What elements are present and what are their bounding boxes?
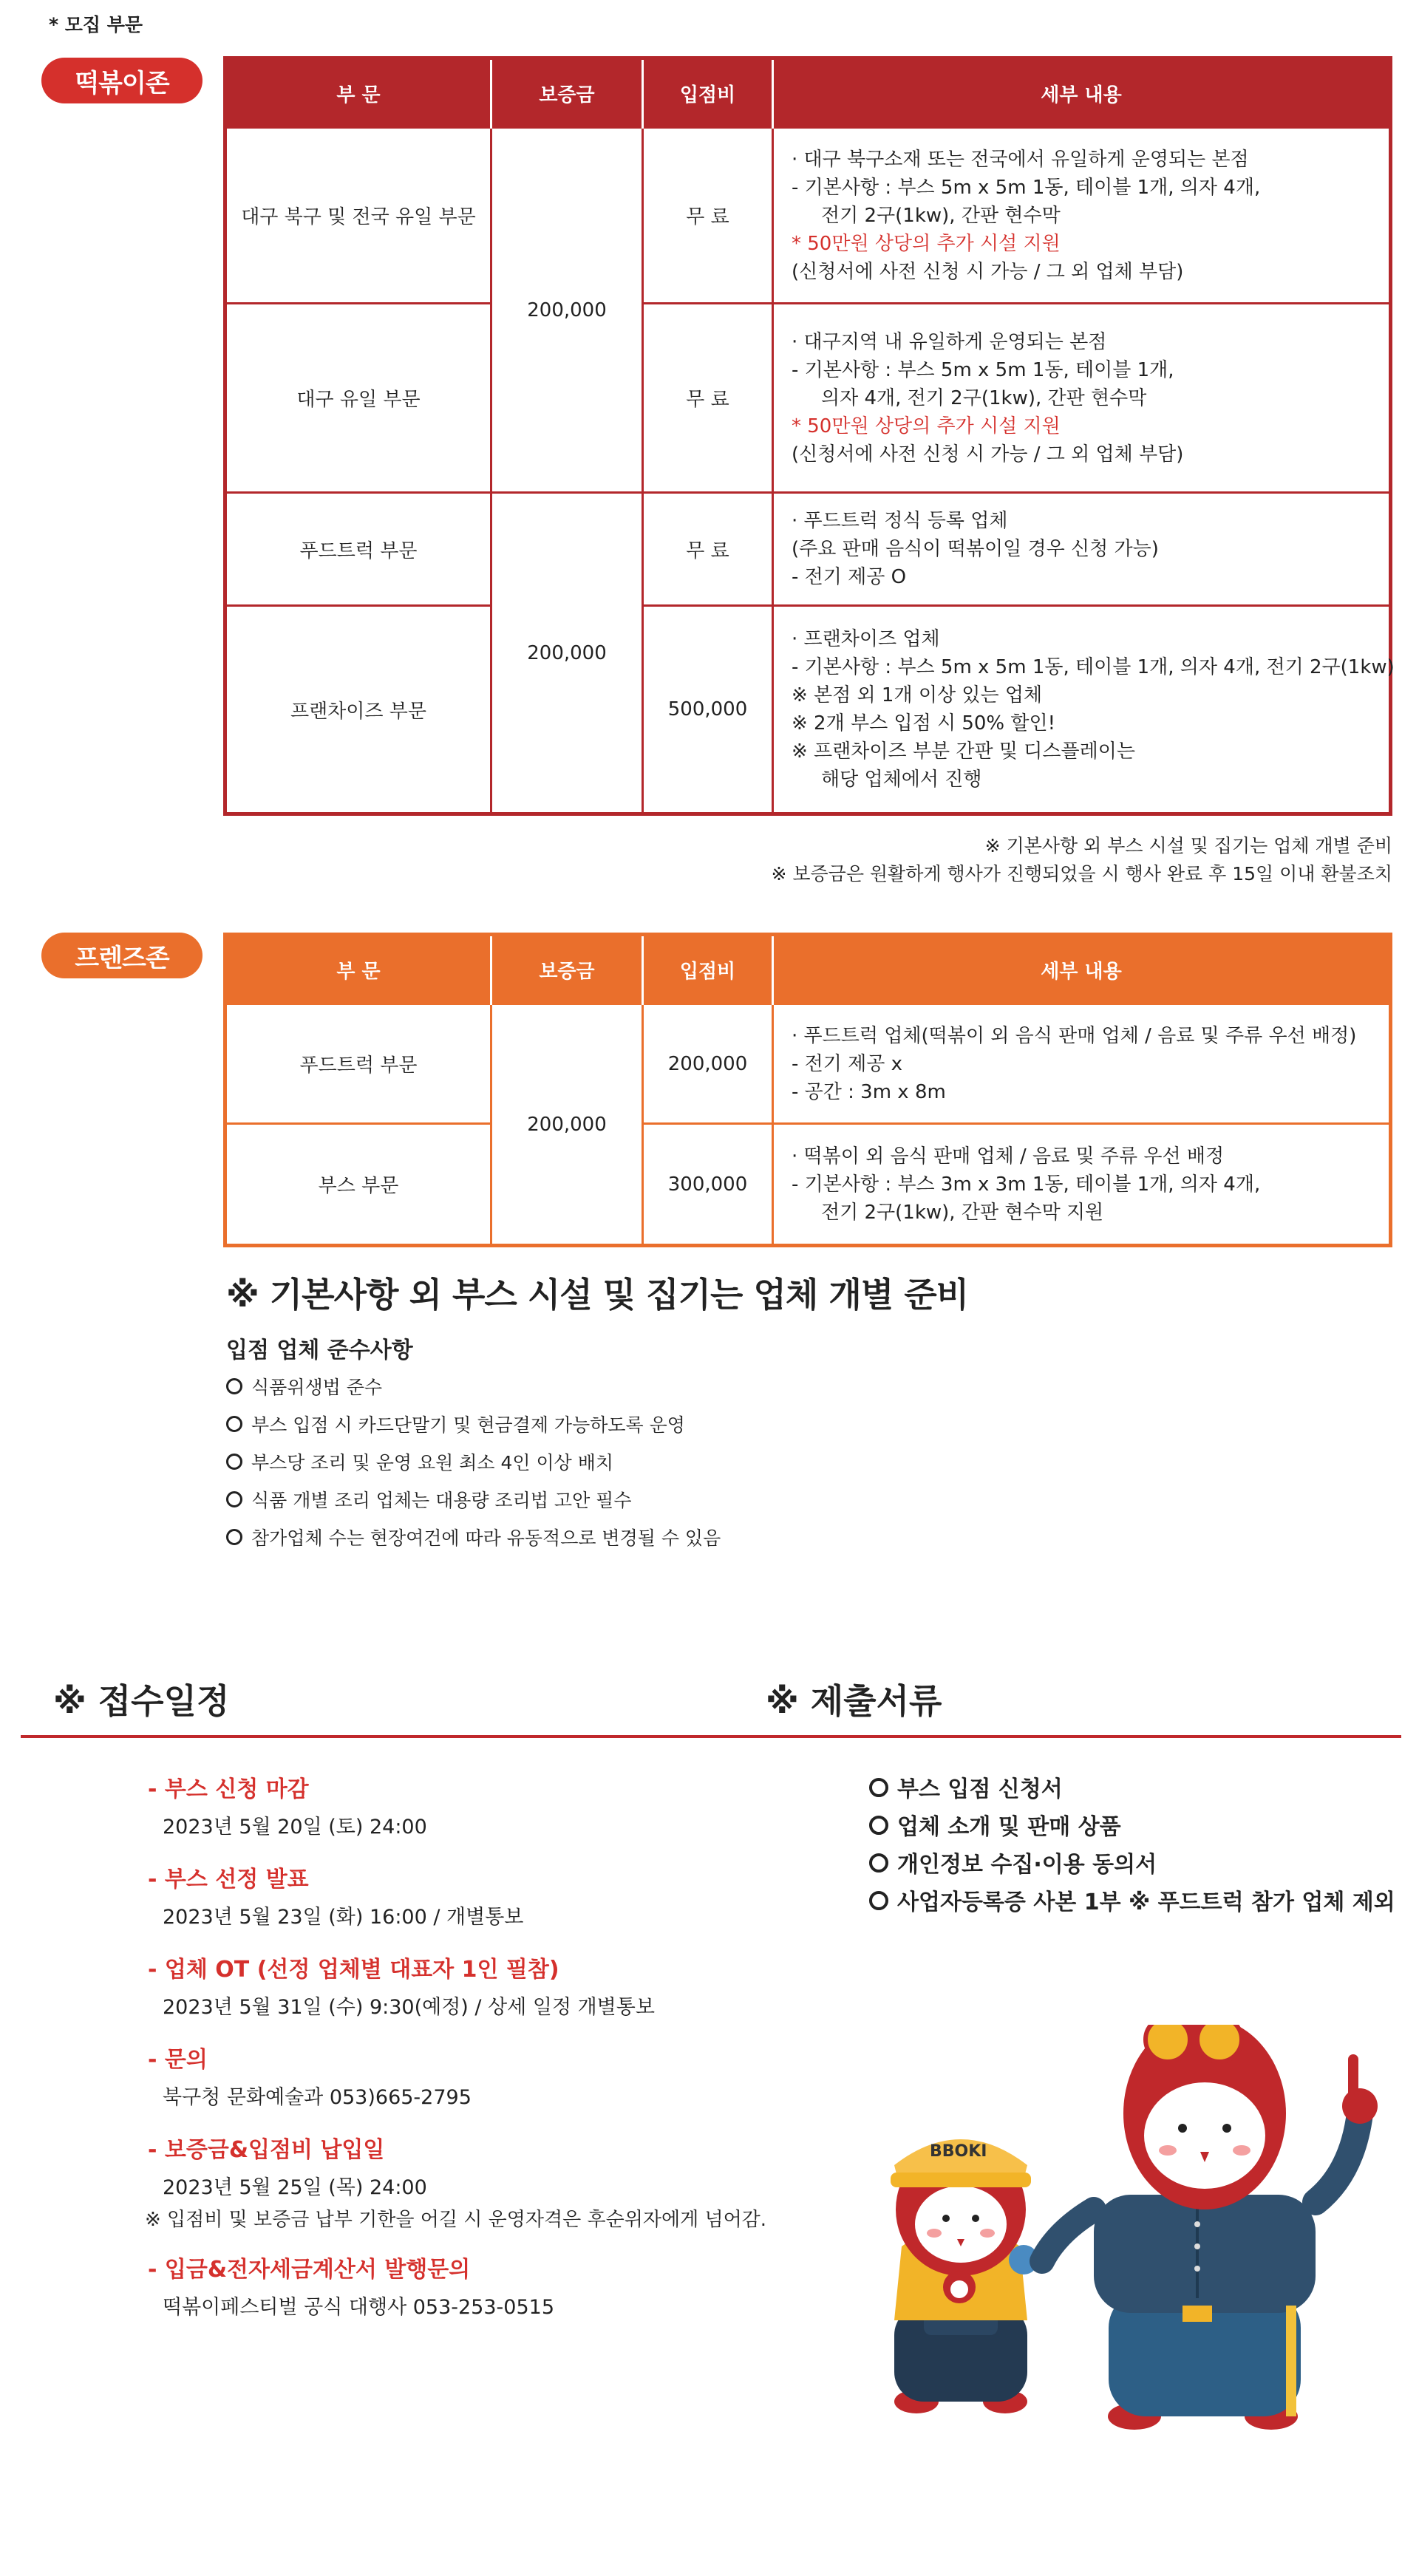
detail-line: · 푸드트럭 업체(떡볶이 외 음식 판매 업체 / 음료 및 주류 우선 배정): [792, 1024, 1357, 1047]
schedule-item: [145, 2131, 767, 2232]
schedule-value: 북구청 문화예술과 053)665-2795: [163, 2086, 472, 2109]
header-detail: 세부 내용: [773, 58, 1391, 128]
detail-line: 의자 4개, 전기 2구(1kw), 간판 현수막: [821, 386, 1147, 409]
zone2-badge: 프렌즈존: [41, 933, 203, 978]
zone1-badge: 떡볶이존: [41, 58, 203, 103]
fee-cell: 무 료: [643, 128, 773, 304]
category-cell: 대구 북구 및 전국 유일 부문: [225, 128, 491, 304]
detail-cell: [773, 493, 1391, 606]
detail-line: (주요 판매 음식이 떡볶이일 경우 신청 가능): [792, 538, 1159, 560]
schedule-value: 2023년 5월 23일 (화) 16:00 / 개별통보: [163, 1906, 524, 1929]
fee-cell: 300,000: [643, 1124, 773, 1246]
detail-line: - 기본사항 : 부스 3m x 3m 1동, 테이블 1개, 의자 4개,: [792, 1173, 1261, 1196]
detail-line: · 대구지역 내 유일하게 운영되는 본점: [792, 330, 1107, 353]
header-deposit: 보증금: [491, 58, 643, 128]
detail-line: 전기 2구(1kw), 간판 현수막 지원: [821, 1201, 1104, 1224]
detail-line: · 떡볶이 외 음식 판매 업체 / 음료 및 주류 우선 배정: [792, 1145, 1225, 1168]
schedule-item: [148, 2041, 472, 2110]
circle-bullet-icon: [869, 1891, 888, 1910]
mascot-illustration: [872, 2025, 1389, 2442]
small-mascot: [891, 2139, 1038, 2413]
section-divider: [21, 1735, 1401, 1738]
detail-line: · 프랜차이즈 업체: [792, 628, 940, 650]
schedule-extra-note: ※ 입점비 및 보증금 납부 기한을 어길 시 운영자격은 후순위자에게 넘어감.: [145, 2209, 767, 2231]
detail-line: - 기본사항 : 부스 5m x 5m 1동, 테이블 1개,: [792, 358, 1174, 381]
schedule-label: - 입금&전자세금계산서 발행문의: [148, 2257, 471, 2283]
list-item: [226, 1369, 721, 1406]
document-text: 개인정보 수집·이용 동의서: [897, 1852, 1157, 1878]
preparation-notice: ※ 기본사항 외 부스 시설 및 집기는 업체 개별 준비: [226, 1275, 969, 1315]
requirement-text: 식품 개별 조리 업체는 대용량 조리법 고안 필수: [251, 1490, 632, 1511]
circle-bullet-icon: [226, 1454, 242, 1470]
detail-cell: [773, 304, 1391, 493]
schedule-label: - 보증금&입점비 납입일: [148, 2137, 385, 2163]
circle-bullet-icon: [869, 1778, 888, 1797]
note-line: ※ 보증금은 원활하게 행사가 진행되었을 시 행사 완료 후 15일 이내 환불조치: [771, 863, 1392, 885]
detail-line: (신청서에 사전 신청 시 가능 / 그 외 업체 부담): [792, 443, 1184, 466]
detail-cell: [773, 128, 1391, 304]
circle-bullet-icon: [226, 1378, 242, 1394]
circle-bullet-icon: [226, 1416, 242, 1432]
document-text: 부스 입점 신청서: [897, 1776, 1063, 1802]
detail-line: ※ 2개 부스 입점 시 50% 할인!: [792, 712, 1056, 735]
document-text: 업체 소개 및 판매 상품: [897, 1814, 1121, 1840]
list-item: [869, 1808, 1395, 1846]
detail-line: 전기 2구(1kw), 간판 현수막: [821, 204, 1061, 227]
zone1-notes: [771, 832, 1392, 888]
table-row: [225, 128, 1391, 304]
deposit-cell: 200,000: [491, 493, 643, 814]
list-item: [869, 1771, 1395, 1808]
deposit-cell: 200,000: [491, 128, 643, 493]
requirements-title: 입점 업체 준수사항: [226, 1338, 413, 1363]
detail-highlight: * 50만원 상당의 추가 시설 지원: [792, 232, 1061, 255]
list-item: [869, 1884, 1395, 1921]
schedule-value: 2023년 5월 25일 (목) 24:00: [163, 2176, 427, 2199]
schedule-item: [148, 1771, 427, 1839]
circle-bullet-icon: [226, 1491, 242, 1507]
detail-line: - 전기 제공 x: [792, 1052, 903, 1075]
table-row: [225, 304, 1391, 493]
list-item: [226, 1519, 721, 1557]
list-item: [869, 1846, 1395, 1884]
category-cell: 푸드트럭 부문: [225, 1004, 491, 1124]
zone2-header-row: [225, 935, 1391, 1004]
requirement-text: 식품위생법 준수: [251, 1377, 382, 1398]
fee-cell: 무 료: [643, 304, 773, 493]
schedule-item: [148, 1861, 523, 1929]
header-detail: 세부 내용: [773, 935, 1391, 1004]
requirement-text: 부스 입점 시 카드단말기 및 현금결제 가능하도록 운영: [251, 1414, 685, 1436]
detail-line: 해당 업체에서 진행: [821, 769, 982, 791]
list-item: [226, 1444, 721, 1482]
document-text: 사업자등록증 사본 1부 ※ 푸드트럭 참가 업체 제외: [897, 1890, 1395, 1915]
category-cell: 대구 유일 부문: [225, 304, 491, 493]
header-fee: 입점비: [643, 58, 773, 128]
category-cell: 부스 부문: [225, 1124, 491, 1246]
schedule-item: [148, 2251, 554, 2320]
table-row: [225, 493, 1391, 606]
detail-cell: [773, 606, 1395, 814]
schedule-title: ※ 접수일정: [53, 1681, 230, 1721]
header-category: 부 문: [225, 58, 491, 128]
detail-line: · 대구 북구소재 또는 전국에서 유일하게 운영되는 본점: [792, 148, 1249, 171]
table-row: [225, 606, 1391, 814]
detail-line: - 전기 제공 O: [792, 566, 907, 588]
header-deposit: 보증금: [491, 935, 643, 1004]
detail-cell: [773, 1124, 1391, 1246]
schedule-item: [148, 1951, 655, 2020]
requirement-text: 참가업체 수는 현장여건에 따라 유동적으로 변경될 수 있음: [251, 1527, 721, 1549]
recruit-caption: * 모집 부문: [49, 14, 143, 35]
zone1-table: [223, 56, 1395, 816]
zone2-table: [223, 933, 1392, 1247]
schedule-value: 떡볶이페스티벌 공식 대행사 053-253-0515: [163, 2296, 554, 2319]
circle-bullet-icon: [226, 1529, 242, 1545]
schedule-label: - 업체 OT (선정 업체별 대표자 1인 필참): [148, 1957, 559, 1983]
zone1-header-row: [225, 58, 1391, 128]
schedule-value: 2023년 5월 31일 (수) 9:30(예정) / 상세 일정 개별통보: [163, 1996, 655, 2019]
detail-line: - 기본사항 : 부스 5m x 5m 1동, 테이블 1개, 의자 4개,: [792, 176, 1261, 199]
category-cell: 푸드트럭 부문: [225, 493, 491, 606]
schedule-value: 2023년 5월 20일 (토) 24:00: [163, 1816, 427, 1839]
deposit-cell: 200,000: [491, 1004, 643, 1246]
circle-bullet-icon: [869, 1853, 888, 1873]
hat-text: BBOKI: [930, 2142, 987, 2161]
schedule-label: - 부스 신청 마감: [148, 1776, 309, 1802]
list-item: [226, 1482, 721, 1519]
detail-cell: [773, 1004, 1391, 1124]
detail-line: · 푸드트럭 정식 등록 업체: [792, 510, 1008, 532]
schedule-label: - 문의: [148, 2047, 208, 2073]
table-row: [225, 1004, 1391, 1124]
fee-cell: 무 료: [643, 493, 773, 606]
fee-cell: 200,000: [643, 1004, 773, 1124]
detail-line: - 공간 : 3m x 8m: [792, 1080, 946, 1103]
note-line: ※ 기본사항 외 부스 시설 및 집기는 업체 개별 준비: [984, 835, 1392, 856]
header-fee: 입점비: [643, 935, 773, 1004]
schedule-label: - 부스 선정 발표: [148, 1867, 309, 1892]
fee-cell: 500,000: [643, 606, 773, 814]
header-category: 부 문: [225, 935, 491, 1004]
table-row: [225, 1124, 1391, 1246]
category-cell: 프랜차이즈 부문: [225, 606, 491, 814]
circle-bullet-icon: [869, 1816, 888, 1835]
documents-title: ※ 제출서류: [766, 1681, 942, 1721]
detail-line: ※ 본점 외 1개 이상 있는 업체: [792, 684, 1043, 706]
requirements-list: [226, 1369, 721, 1557]
detail-line: ※ 프랜차이즈 부분 간판 및 디스플레이는: [792, 740, 1135, 763]
detail-line: (신청서에 사전 신청 시 가능 / 그 외 업체 부담): [792, 260, 1184, 283]
mascot-duo-icon: [872, 2025, 1389, 2439]
detail-line: - 기본사항 : 부스 5m x 5m 1동, 테이블 1개, 의자 4개, 전기 2구(1kw): [792, 656, 1395, 678]
requirement-text: 부스당 조리 및 운영 요원 최소 4인 이상 배치: [251, 1452, 614, 1473]
list-item: [226, 1406, 721, 1444]
big-mascot: [1042, 2025, 1378, 2430]
detail-highlight: * 50만원 상당의 추가 시설 지원: [792, 415, 1061, 437]
documents-list: [869, 1771, 1395, 1921]
